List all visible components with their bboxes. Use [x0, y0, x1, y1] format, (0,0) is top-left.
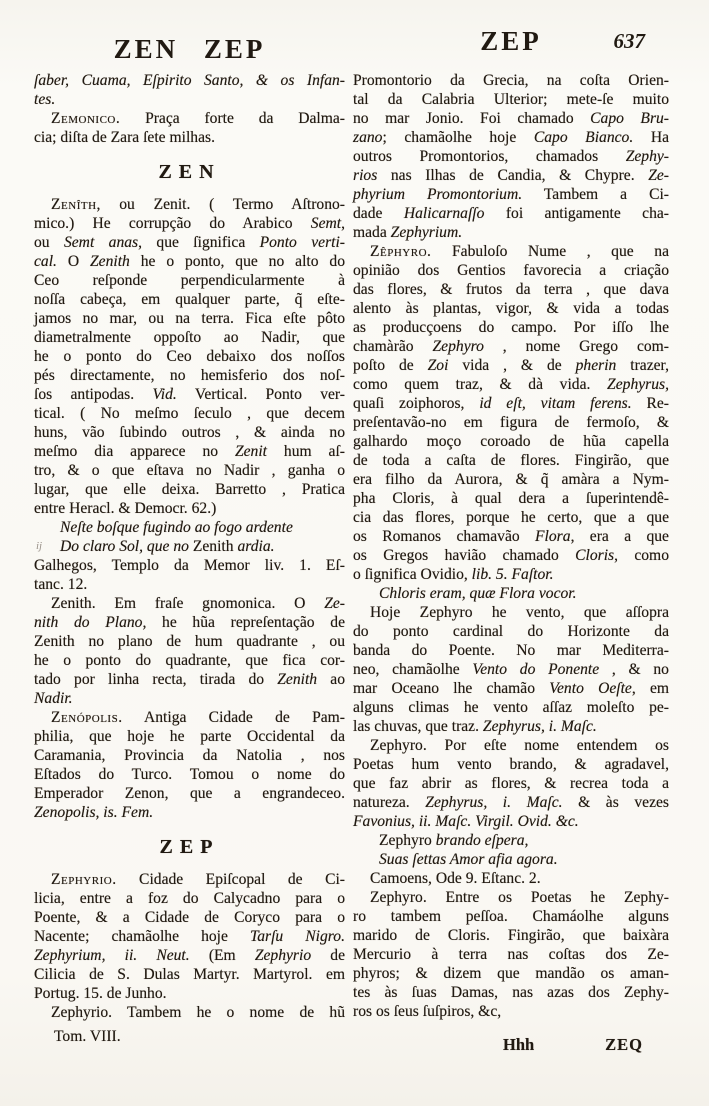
text-segment: Zephyrio [254, 947, 312, 964]
text-segment: Tambem a Ci- [522, 186, 669, 203]
text-segment: nith do Plano, [34, 614, 147, 631]
text-segment: foi antigamente cha- [484, 205, 669, 222]
text-segment: , em [631, 680, 669, 697]
text-segment: Caramania, Provincia da Natolia , nos [34, 747, 345, 764]
text-line [34, 632, 345, 651]
text-segment: Poente, & a Cidade de Coryco para o [34, 909, 345, 926]
text-segment: das flores, & frutos da terra , que dava [353, 281, 669, 298]
text-segment: licia, entre a foz do Calycadno para o [34, 890, 345, 907]
text-segment: & às vezes [562, 794, 669, 811]
text-line [34, 109, 345, 128]
text-line [34, 613, 345, 632]
text-segment: , nome Grego com- [483, 338, 670, 355]
text-segment: phyrium Promontorium. [353, 186, 523, 203]
text-segment: alguns climas he vento aſſaz moleſto pe- [353, 699, 669, 716]
text-segment: ZEN [158, 161, 221, 183]
text-segment: Capo Bru- [590, 110, 669, 127]
text-segment: Cilicia de S. Dulas Martyr. Martyrol. em [34, 966, 345, 983]
text-line [353, 926, 669, 945]
text-segment: entre Heracl. & Democr. 62.) [34, 500, 217, 517]
text-line [353, 147, 669, 166]
text-line [353, 109, 669, 128]
catchword: ZEQ [605, 1035, 643, 1054]
text-segment: Antiga Cidade de Pam- [122, 709, 345, 726]
text-line [353, 622, 669, 641]
text-line [34, 271, 345, 290]
text-line [34, 233, 345, 252]
text-line [353, 850, 669, 869]
text-segment: marido de Cloris. Fingirão, que baixàra [353, 927, 669, 944]
text-line [353, 755, 669, 774]
text-segment: philia, que hoje he parte Occidental da [34, 728, 345, 745]
text-line [34, 90, 345, 109]
text-segment: Halicarnaſſo [403, 205, 485, 222]
text-segment: (Em [189, 947, 255, 964]
text-segment: lugar, que elle deixa. Barretto , Pratica [34, 481, 345, 498]
text-segment: rios [353, 167, 378, 184]
text-segment: neo, chamãolhe [353, 661, 473, 678]
page-number: 637 [613, 29, 645, 53]
text-segment: tical. ( No meſmo ſeculo , que decem [34, 405, 345, 422]
text-segment: Tom. VIII. [54, 1028, 121, 1045]
text-line [353, 983, 669, 1002]
text-line [34, 309, 345, 328]
text-segment: Zenith. Em fraſe gnomonica. O [51, 595, 325, 612]
text-line [34, 870, 345, 889]
text-segment: Zephyro [379, 832, 436, 849]
text-segment: Tarſu Nigro. [249, 928, 345, 945]
text-segment: ; chamãolhe hoje [382, 129, 534, 146]
text-segment: Zenópolis. [51, 709, 123, 726]
text-segment: ou [34, 234, 64, 251]
text-line [353, 774, 669, 793]
text-segment: natureza. [353, 794, 426, 811]
text-segment: cal. [34, 253, 57, 270]
text-segment: O [56, 253, 90, 270]
left-column [34, 71, 345, 1054]
text-segment: de toda a caſta de flores. Fingirão, que [353, 452, 669, 469]
text-segment: Emperador Zenon, que a engrandeceo. [34, 785, 345, 802]
text-line [34, 575, 345, 594]
text-line [34, 946, 345, 965]
text-segment: Zêphyro. [370, 243, 432, 260]
text-line [34, 347, 345, 366]
text-line [353, 128, 669, 147]
text-line [353, 660, 669, 679]
text-segment: era filho da Aurora, & q̃ amàra a Nym- [353, 471, 669, 488]
text-segment: Zemonico. [51, 110, 121, 127]
section-heading [34, 837, 345, 858]
text-segment: Camoens, Ode 9. Eſtanc. 2. [370, 870, 541, 887]
text-segment: Favonius, ii. Maſc. Virgil. Ovid. &c. [353, 813, 579, 830]
signature-mark: Hhh [503, 1035, 535, 1054]
text-segment: Semt [310, 215, 342, 232]
text-segment: quaſi zoiphoros, [353, 395, 480, 412]
text-line [34, 765, 345, 784]
text-segment: os Romanos chamavão [353, 528, 536, 545]
text-line [34, 651, 345, 670]
text-segment: tes. [34, 91, 56, 108]
text-segment: Zephyrium. [390, 224, 463, 241]
text-line [353, 394, 669, 413]
text-line [34, 1027, 345, 1046]
text-segment: Portug. 15. de Junho. [34, 985, 167, 1002]
text-segment: , era a que [570, 528, 669, 545]
text-segment: he o ponto do Ceo debaixo dos noſſos [34, 348, 345, 365]
text-line [34, 670, 345, 689]
text-segment: ro tambem peſſoa. Chamáolhe alguns [353, 908, 669, 925]
text-segment: Flora [535, 528, 571, 545]
text-line [34, 889, 345, 908]
text-segment: como quem traz, & dà vida. [353, 376, 608, 393]
text-segment: Zoi [427, 357, 449, 374]
text-line [353, 717, 669, 736]
text-segment: , & no [599, 661, 669, 678]
marginal-mark: ij [36, 540, 43, 552]
running-head-right [353, 26, 669, 58]
text-segment: Praça forte da Dalma- [120, 110, 345, 127]
text-line [34, 461, 345, 480]
text-segment: mada [353, 224, 391, 241]
text-line [353, 166, 669, 185]
text-segment: as producçoens do campo. Por iſſo lhe [353, 319, 669, 336]
text-segment: diametralmente oppoſto ao Nadir, que [34, 329, 345, 346]
text-segment: mar Oceano lhe chamão [353, 680, 550, 697]
text-line [353, 261, 669, 280]
text-line [34, 499, 345, 518]
text-line [34, 594, 345, 613]
text-segment: , como [614, 547, 669, 564]
text-line [353, 641, 669, 660]
text-segment: huns, vão ſubindo outros , & ainda no [34, 424, 345, 441]
text-line [34, 803, 345, 822]
text-segment: Mercurio à terra nas coſtas dos Ze- [353, 946, 669, 963]
text-segment: he o ponto, que no alto do [129, 253, 346, 270]
text-segment: , ou Zenit. ( Termo Aſtrono- [96, 196, 345, 213]
text-segment: dade [353, 205, 404, 222]
column-footer [353, 1035, 669, 1054]
text-segment: Cloris [575, 547, 615, 564]
text-segment: Capo Bianco. [533, 129, 634, 146]
text-segment: galhardo moço coroado de hũa capella [353, 433, 669, 450]
text-line [353, 280, 669, 299]
text-segment: Zephyrus, i. Maſc. [425, 794, 563, 811]
text-segment: Vento Oeſte [549, 680, 632, 697]
text-line [353, 584, 669, 603]
text-segment: Ceo reſponde perpendicularmente à [34, 272, 345, 289]
text-segment: Cidade Epiſcopal de Ci- [116, 871, 345, 888]
text-segment: ros os ſeus ſuſpiros, &c, [353, 1003, 502, 1020]
text-segment: Zephyrio. Tambem he o nome de hũ [51, 1004, 345, 1021]
text-segment: Neſte boſque fugindo ao fogo ardente [60, 519, 293, 536]
text-line [34, 128, 345, 147]
text-segment: Semt anas [63, 234, 139, 251]
text-line [34, 71, 345, 90]
text-segment: alento às plantas, vigor, & vida a todas [353, 300, 669, 317]
running-head-left: ZEN ZEP [113, 34, 266, 64]
text-segment: lib. 5. Faſtor. [471, 566, 554, 583]
text-line [34, 442, 345, 461]
text-segment: phyros; & dizem que mandão os aman- [353, 965, 669, 982]
text-line [353, 964, 669, 983]
text-line [34, 252, 345, 271]
text-line [353, 945, 669, 964]
text-segment: Zenîth [51, 196, 97, 213]
text-line [353, 337, 669, 356]
running-head-right-title: ZEP [480, 26, 542, 56]
text-segment: Zenith [192, 538, 234, 555]
text-segment: Ze- [324, 595, 345, 612]
text-segment: de [311, 947, 345, 964]
text-line [34, 556, 345, 575]
text-line [353, 204, 669, 223]
text-line [34, 689, 345, 708]
text-segment: pherin [575, 357, 617, 374]
text-segment: pha Cloris, à qual dera a ſuperintendê- [353, 490, 669, 507]
text-segment: , que ſignifica [138, 234, 260, 251]
text-columns [0, 65, 709, 1054]
text-line [34, 727, 345, 746]
text-line [353, 527, 669, 546]
text-line [353, 432, 669, 451]
text-segment: ao [317, 671, 346, 688]
text-segment: , [341, 215, 345, 232]
text-segment: Nacente; chamãolhe hoje [34, 928, 250, 945]
text-line [34, 366, 345, 385]
text-line [34, 1003, 345, 1022]
text-segment: id eſt, vitam ferens. [479, 395, 632, 412]
text-segment: ſos antipodas. [34, 386, 153, 403]
text-line [353, 185, 669, 204]
text-segment: las chuvas, que traz. [353, 718, 483, 735]
text-segment: Zephyrus, [607, 376, 669, 393]
text-line [353, 793, 669, 812]
text-line [353, 508, 669, 527]
text-segment: do ponto cardinal do Horizonte da [353, 623, 669, 640]
text-segment: Eſtados do Turco. Tomou o nome do [34, 766, 345, 783]
text-line [34, 965, 345, 984]
text-segment: brando eſpera, [435, 832, 529, 849]
text-segment: Fabuloſo Nume , que na [431, 243, 669, 260]
text-segment: cia das flores, porque he certo, que a que [353, 509, 669, 526]
text-line [34, 195, 345, 214]
text-segment: Do claro Sol, que no [60, 538, 193, 555]
text-line [34, 423, 345, 442]
text-line [353, 831, 669, 850]
text-line [353, 812, 669, 831]
running-head-row [0, 0, 709, 65]
text-segment: ſaber, Cuama, Eſpirito Santo, & os Infan- [34, 72, 345, 89]
text-segment: Zenith [89, 253, 130, 270]
text-segment: tado por linha recta, tirada do [34, 671, 278, 688]
text-segment: tes às ſuas Damas, nas azas dos Zephy- [353, 984, 669, 1001]
text-line [353, 1002, 669, 1021]
text-segment: Ze- [648, 167, 669, 184]
text-line [34, 708, 345, 727]
text-line [34, 908, 345, 927]
text-line [353, 470, 669, 489]
text-segment: tanc. 12. [34, 576, 88, 593]
text-segment: Galhegos, Templo da Memor liv. 1. Eſ- [34, 557, 345, 574]
text-segment: Zenith [277, 671, 318, 688]
text-segment: Chloris eram, quæ Flora vocor. [379, 585, 577, 602]
text-segment: Nadir. [34, 690, 73, 707]
text-segment: Zenith no plano de hum quadrante , ou [34, 633, 345, 650]
text-segment: Re- [631, 395, 669, 412]
text-line [353, 90, 669, 109]
text-segment: hum aſ- [267, 443, 345, 460]
text-segment: tro, & o que eſtava no Nadir , ganha o [34, 462, 345, 479]
text-segment: vida , & de [448, 357, 576, 374]
text-line [353, 71, 669, 90]
text-segment: Zephyrus, i. Maſc. [482, 718, 597, 735]
text-segment: opinião dos Gentios favorecia a criação [353, 262, 669, 279]
text-segment: he hũa repreſentação de [146, 614, 345, 631]
text-segment: Zephyro [432, 338, 484, 355]
text-line [34, 784, 345, 803]
text-segment: Zephy- [625, 148, 669, 165]
text-line [353, 356, 669, 375]
text-line [353, 242, 669, 261]
text-line [353, 223, 669, 242]
text-segment: Zephyrium, ii. Neut. [34, 947, 190, 964]
section-heading [34, 162, 345, 183]
text-line [353, 375, 669, 394]
text-segment: zano [353, 129, 383, 146]
text-segment: ZEP [159, 836, 220, 858]
text-segment: Ha [633, 129, 669, 146]
text-segment: Zenopolis, is. Fem. [34, 804, 154, 821]
text-line [34, 927, 345, 946]
text-segment: Zephyro. Entre os Poetas he Zephy- [370, 889, 669, 906]
text-line [34, 518, 345, 537]
text-segment: Vento do Ponente [472, 661, 600, 678]
text-segment: Suas ſettas Amor afia agora. [379, 851, 558, 868]
text-line [353, 318, 669, 337]
text-segment: o ſignifica Ovidio, [353, 566, 472, 583]
text-segment: Vertical. Ponto ver- [176, 386, 345, 403]
text-segment: cia; diſta de Zara ſete milhas. [34, 129, 215, 146]
text-segment: Zephyro. Por eſte nome entendem os [370, 737, 669, 754]
text-segment: he o ponto do quadrante, que fica cor- [34, 652, 345, 669]
text-segment: Zephyrio. [51, 871, 117, 888]
text-segment: tal da Calabria Ulterior; mete-ſe muito [353, 91, 669, 108]
text-segment: pés directamente, no hemisferio dos noſ- [34, 367, 345, 384]
text-segment: ardia. [233, 538, 275, 555]
text-line [34, 537, 345, 556]
text-line [353, 679, 669, 698]
text-line [34, 385, 345, 404]
text-line [353, 489, 669, 508]
text-line [34, 290, 345, 309]
text-segment: outros Promontorios, chamados [353, 148, 626, 165]
text-segment: Ponto verti- [259, 234, 345, 251]
text-segment: banda do Poente. No mar Mediterra- [353, 642, 669, 659]
text-line [34, 480, 345, 499]
text-line [353, 413, 669, 432]
text-line [34, 984, 345, 1003]
text-segment: Poetas hum vento brando, & agradavel, [353, 756, 669, 773]
text-line [353, 888, 669, 907]
text-line [353, 698, 669, 717]
text-line [353, 869, 669, 888]
text-line [34, 214, 345, 233]
text-line [353, 299, 669, 318]
text-line [353, 451, 669, 470]
text-segment: noſſa cabeça, em qualquer parte, q̃ eſte- [34, 291, 345, 308]
text-segment: preſentavão-no em figura de fermoſo, & [353, 414, 669, 431]
text-segment: nas Ilhas de Candia, & Chypre. [377, 167, 649, 184]
text-segment: poſto de [353, 357, 428, 374]
text-segment: os Gregos havião chamado [353, 547, 576, 564]
text-segment: meſmo dia apparece no [34, 443, 235, 460]
text-segment: no mar Jonio. Foi chamado [353, 110, 591, 127]
text-line [353, 603, 669, 622]
text-line [353, 565, 669, 584]
text-line [353, 907, 669, 926]
text-segment: chamàrão [353, 338, 433, 355]
text-line [34, 328, 345, 347]
text-segment: Promontorio da Grecia, na coſta Orien- [353, 72, 669, 89]
text-line [34, 404, 345, 423]
text-segment: que faz abrir as flores, & recrea toda a [353, 775, 669, 792]
text-line [34, 746, 345, 765]
right-column [353, 71, 669, 1054]
text-segment: mico.) He corrupção do Arabico [34, 215, 311, 232]
right-column-lines [353, 71, 669, 1021]
text-segment: jamos no mar, ou na terra. Fica eſte pôto [34, 310, 345, 327]
text-line [353, 736, 669, 755]
text-segment: Vid. [152, 386, 177, 403]
text-segment: trazer, [616, 357, 669, 374]
text-line [353, 546, 669, 565]
text-segment: Hoje Zephyro he vento, que aſſopra [370, 604, 669, 621]
text-segment: Zenit [234, 443, 268, 460]
